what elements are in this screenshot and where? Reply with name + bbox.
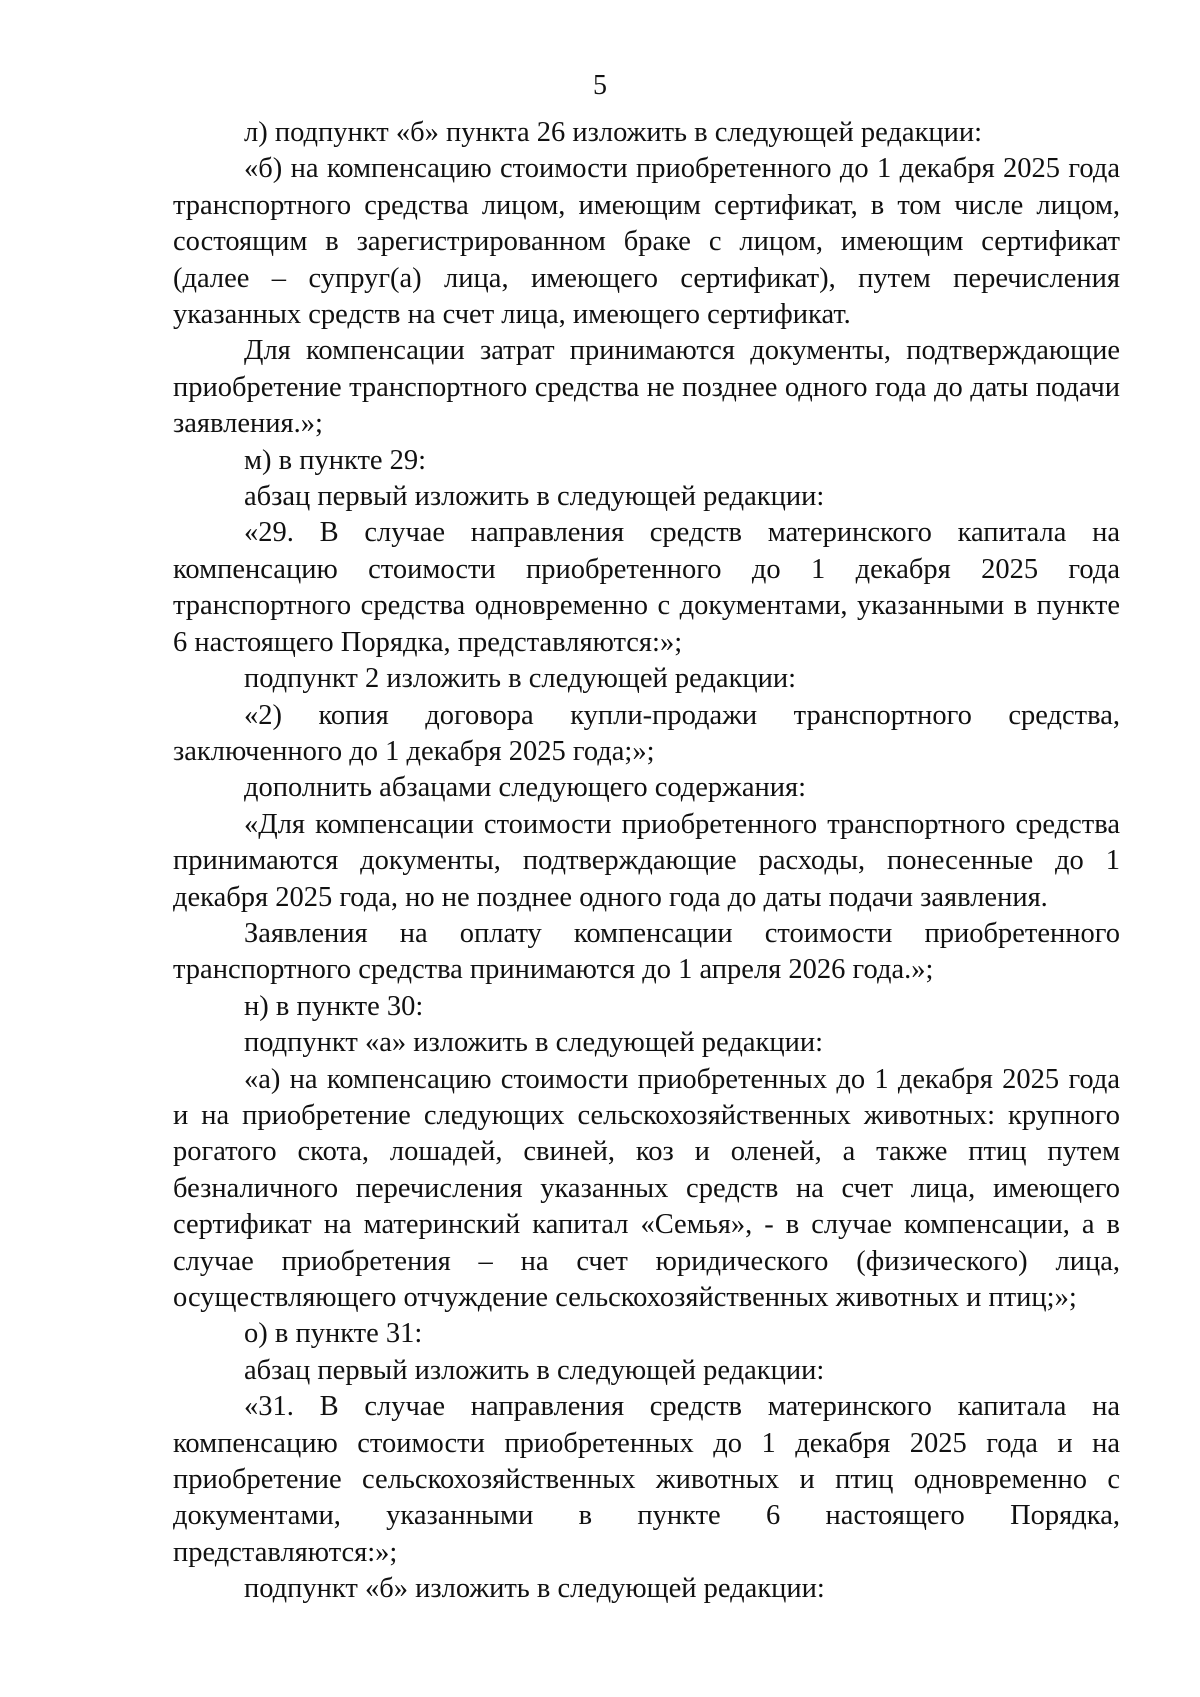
- page-number: 5: [593, 70, 607, 101]
- paragraph-l-subpoint-b: л) подпункт «б» пункта 26 изложить в следующей редакции:: [244, 117, 983, 148]
- paragraph-add-abzacs: дополнить абзацами следующего содержания:: [244, 772, 807, 804]
- paragraph-applications-deadline: Заявления на оплату компенсации стоимости приобретенного транспортного средства принимаются до 1 апреля 2026 года.»;: [173, 917, 1120, 986]
- paragraph-subpoint-2-text: «2) копия договора купли-продажи транспортного средства, заключенного до 1 декабря 2025 года;»;: [173, 699, 1120, 767]
- paragraph-point-29-text: «29. В случае направления средств материнского капитала на компенсацию стоимости приобретенного до 1 декабря 2025 года транспортного средства одновременно с документами, указанными в пункте 6 настоящего Порядка, представляются:»;: [173, 517, 1120, 658]
- paragraph-subpoint-b-31: подпункт «б» изложить в следующей редакции:: [244, 1573, 825, 1605]
- paragraph-n-point-30: н) в пункте 30:: [244, 990, 424, 1022]
- paragraph-first-abzac-31: абзац первый изложить в следующей редакции:: [244, 1354, 825, 1386]
- paragraph-subpoint-a: подпункт «а» изложить в следующей редакции:: [244, 1027, 823, 1059]
- paragraph-compensation-documents: Для компенсации затрат принимаются документы, подтверждающие приобретение транспортного средства не позднее одного года до даты подачи заявления.»;: [173, 335, 1120, 440]
- paragraph-subpoint-a-text: «а) на компенсацию стоимости приобретенных до 1 декабря 2025 года и на приобретение следующих сельскохозяйственных животных: крупного рогатого скота, лошадей, свиней, коз и оленей, а также птиц путем безналичного перечисления указанных средств на счет лица, имеющего сертификат на материнский капитал «Семья», - в случае компенсации, а в случае приобретения – на счет юридического (физического) лица, осуществляющего отчуждение сельскохозяйственных животных и птиц;»;: [173, 1063, 1120, 1313]
- paragraph-m-point-29: м) в пункте 29:: [244, 444, 427, 476]
- paragraph-subpoint-b-text: «б) на компенсацию стоимости приобретенного до 1 декабря 2025 года транспортного средства лицом, имеющим сертификат, в том числе лицом, состоящим в зарегистрированном браке с лицом, имеющим сертификат (далее – супруг(а) лица, имеющего сертификат), путем перечисления указанных средств на счет лица, имеющего сертификат.: [173, 153, 1120, 331]
- paragraph-o-point-31: о) в пункте 31:: [244, 1318, 423, 1350]
- paragraph-subpoint-2: подпункт 2 изложить в следующей редакции:: [244, 663, 797, 695]
- paragraph-first-abzac-29: абзац первый изложить в следующей редакции:: [244, 481, 825, 513]
- paragraph-point-31-text: «31. В случае направления средств материнского капитала на компенсацию стоимости приобретенных до 1 декабря 2025 года и на приобретение сельскохозяйственных животных и птиц одновременно с документами, указанными в пункте 6 настоящего Порядка, представляются:»;: [173, 1391, 1120, 1568]
- paragraph-vehicle-expenses: «Для компенсации стоимости приобретенного транспортного средства принимаются документы, подтверждающие расходы, понесенные до 1 декабря 2025 года, но не позднее одного года до даты подачи заявления.: [173, 808, 1120, 913]
- document-body: [173, 115, 1120, 1608]
